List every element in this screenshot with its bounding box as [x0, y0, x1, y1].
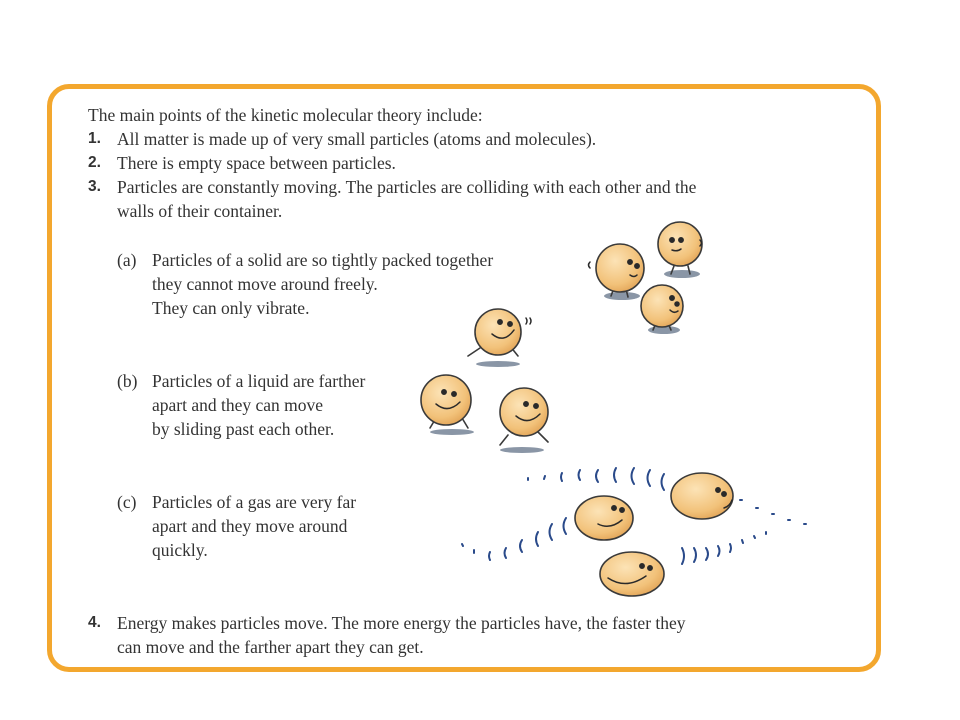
- state-c-label: (c): [117, 492, 137, 512]
- point-4-number: 4.: [88, 614, 101, 631]
- point-2-text: There is empty space between particles.: [117, 153, 396, 173]
- liquid-particles-illustration: [421, 309, 548, 453]
- state-c-line2: apart and they move around: [152, 516, 348, 536]
- state-c-line3: quickly.: [152, 540, 208, 560]
- point-4-text-line1: Energy makes particles move. The more energy the particles have, the faster they: [117, 613, 686, 633]
- state-a-line3: They can only vibrate.: [152, 298, 310, 318]
- state-b-label: (b): [117, 371, 138, 391]
- point-3-number: 3.: [88, 178, 101, 195]
- state-a-line2: they cannot move around freely.: [152, 274, 378, 294]
- state-b-line1: Particles of a liquid are farther: [152, 371, 366, 391]
- point-1-number: 1.: [88, 130, 101, 147]
- state-a-line1: Particles of a solid are so tightly packed together: [152, 250, 494, 270]
- gas-particles-illustration: [462, 468, 806, 596]
- solid-particles-illustration: [589, 222, 703, 334]
- point-3-text-line2: walls of their container.: [117, 201, 283, 221]
- state-b-line2: apart and they can move: [152, 395, 324, 415]
- state-c-line1: Particles of a gas are very far: [152, 492, 357, 512]
- point-3-text-line1: Particles are constantly moving. The particles are colliding with each other and the: [117, 177, 697, 197]
- point-2-number: 2.: [88, 154, 101, 171]
- state-b-line3: by sliding past each other.: [152, 419, 335, 439]
- state-a-label: (a): [117, 250, 137, 270]
- intro-text: The main points of the kinetic molecular theory include:: [88, 105, 483, 125]
- point-4-text-line2: can move and the farther apart they can get.: [117, 637, 424, 657]
- point-1-text: All matter is made up of very small particles (atoms and molecules).: [117, 129, 597, 149]
